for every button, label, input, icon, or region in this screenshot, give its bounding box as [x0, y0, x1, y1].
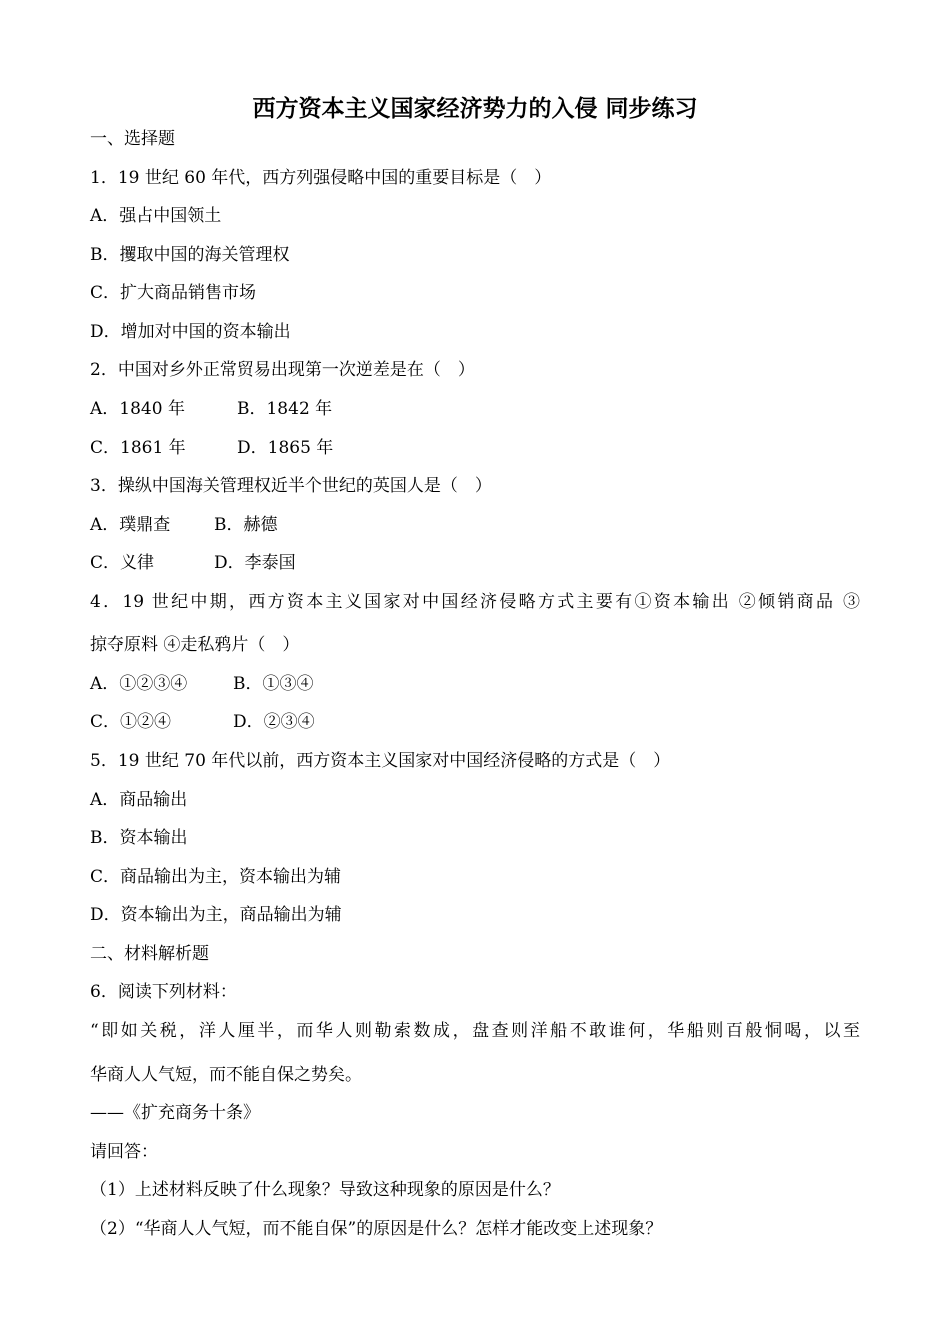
question-3-option-c: C．义律: [90, 553, 155, 573]
section-heading-choice: 一、选择题: [90, 129, 175, 149]
question-1-stem: 1．19 世纪 60 年代，西方列强侵略中国的重要目标是（ ）: [90, 168, 552, 188]
question-5-option-d: D．资本输出为主，商品输出为辅: [90, 905, 342, 925]
question-2-stem: 2．中国对乡外正常贸易出现第一次逆差是在（ ）: [90, 360, 475, 380]
question-6-material-line-2: 华商人人气短，而不能自保之势矣。: [90, 1065, 362, 1085]
question-4-option-a: A．①②③④: [90, 674, 188, 694]
question-3-option-a: A．璞鼎查: [90, 515, 171, 535]
question-6-sub-question-2: （2）“华商人人气短，而不能自保”的原因是什么？怎样才能改变上述现象？: [90, 1219, 663, 1239]
question-3-stem: 3．操纵中国海关管理权近半个世纪的英国人是（ ）: [90, 476, 492, 496]
question-6-sub-question-1: （1）上述材料反映了什么现象？导致这种现象的原因是什么？: [90, 1180, 560, 1200]
question-6-material-line-1: “即如关税，洋人厘半，而华人则勒索数成，盘查则洋船不敢谁何，华船则百般恫喝，以至: [90, 1021, 860, 1041]
question-4-stem-line-1: 4．19 世纪中期，西方资本主义国家对中国经济侵略方式主要有①资本输出 ②倾销商品 ③: [90, 592, 860, 612]
question-4-stem-line-2: 掠夺原料 ④走私鸦片（ ）: [90, 635, 300, 655]
question-2-option-c: C．1861 年: [90, 438, 186, 458]
question-1-option-a: A．强占中国领土: [90, 206, 222, 226]
question-5-option-a: A．商品输出: [90, 790, 188, 810]
question-2-option-d: D．1865 年: [237, 438, 334, 458]
question-5-option-b: B．资本输出: [90, 828, 188, 848]
question-5-stem: 5．19 世纪 70 年代以前，西方资本主义国家对中国经济侵略的方式是（ ）: [90, 751, 671, 771]
question-3-option-b: B．赫德: [214, 515, 278, 535]
question-1-option-d: D．增加对中国的资本输出: [90, 322, 291, 342]
question-4-option-d: D．②③④: [233, 712, 315, 732]
question-5-option-c: C．商品输出为主，资本输出为辅: [90, 867, 342, 887]
question-1-option-b: B．攫取中国的海关管理权: [90, 245, 290, 265]
question-4-option-c: C．①②④: [90, 712, 172, 732]
question-1-option-c: C．扩大商品销售市场: [90, 283, 257, 303]
question-4-option-b: B．①③④: [233, 674, 314, 694]
question-6-stem: 6．阅读下列材料：: [90, 982, 237, 1002]
page-title: 西方资本主义国家经济势力的入侵 同步练习: [252, 95, 698, 122]
question-6-prompt: 请回答：: [90, 1142, 158, 1162]
question-2-option-a: A．1840 年: [90, 399, 185, 419]
question-2-option-b: B．1842 年: [237, 399, 333, 419]
question-3-option-d: D．李泰国: [214, 553, 296, 573]
section-heading-material: 二、材料解析题: [90, 944, 209, 964]
question-6-material-source: ——《扩充商务十条》: [90, 1103, 260, 1123]
